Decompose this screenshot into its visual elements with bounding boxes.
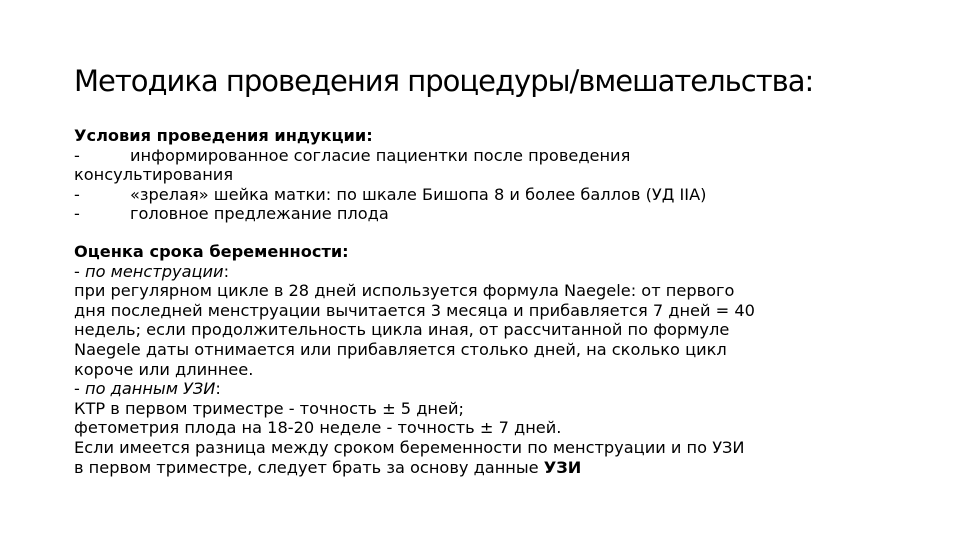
subheading-suffix: : (215, 379, 221, 399)
bullet-text: головное предлежание плода (130, 204, 389, 224)
conclusion-line (74, 458, 894, 478)
bullet-text: информированное согласие пациентки после проведения (130, 145, 631, 165)
induction-heading: Условия проведения индукции: (74, 126, 373, 145)
bullet-dash: - (74, 204, 80, 224)
menstruation-text-line: Naegele даты отнимается или прибавляется столько дней, на сколько цикл (74, 339, 727, 359)
subheading-prefix: - (74, 261, 85, 281)
subheading-label: по данным УЗИ (85, 379, 216, 399)
menstruation-text-line: дня последней менструации вычитается 3 месяца и прибавляется 7 дней = 40 (74, 300, 755, 320)
ultrasound-subheading (74, 379, 894, 399)
subheading-prefix: - (74, 379, 85, 399)
menstruation-text-line: при регулярном цикле в 28 дней используется формула Naegele: от первого (74, 281, 735, 301)
conclusion-text: в первом триместре, следует брать за основу данные (74, 457, 544, 477)
subheading-suffix: : (223, 261, 230, 281)
bullet-dash: - (74, 184, 80, 204)
bullet-item-cervix (74, 185, 894, 205)
slide-body (74, 126, 894, 477)
bullet-text: «зрелая» шейка матки: по шкале Бишопа 8 и более баллов (УД IIA) (130, 184, 707, 204)
bullet-item-presentation (74, 204, 894, 224)
gestation-heading: Оценка срока беременности: (74, 241, 349, 261)
subheading-label: по менструации (85, 261, 224, 281)
menstruation-text-line: короче или длиннее. (74, 359, 254, 379)
ultrasound-text-line: КТР в первом триместре - точность ± 5 дней; (74, 398, 464, 418)
bullet-text-continuation: консультирования (74, 165, 234, 185)
bullet-dash: - (74, 145, 80, 165)
section-spacer (74, 224, 894, 242)
bullet-item-consent (74, 146, 894, 166)
ultrasound-text-line: фетометрия плода на 18-20 неделе - точность ± 7 дней. (74, 418, 562, 438)
ultrasound-text-line: Если имеется разница между сроком беременности по менструации и по УЗИ (74, 437, 745, 457)
menstruation-subheading (74, 262, 894, 282)
menstruation-text-line: недель; если продолжительность цикла иная, от рассчитанной по формуле (74, 320, 730, 340)
conclusion-emphasis: УЗИ (543, 457, 582, 477)
slide-title: Методика проведения процедуры/вмешательства: (74, 64, 814, 98)
